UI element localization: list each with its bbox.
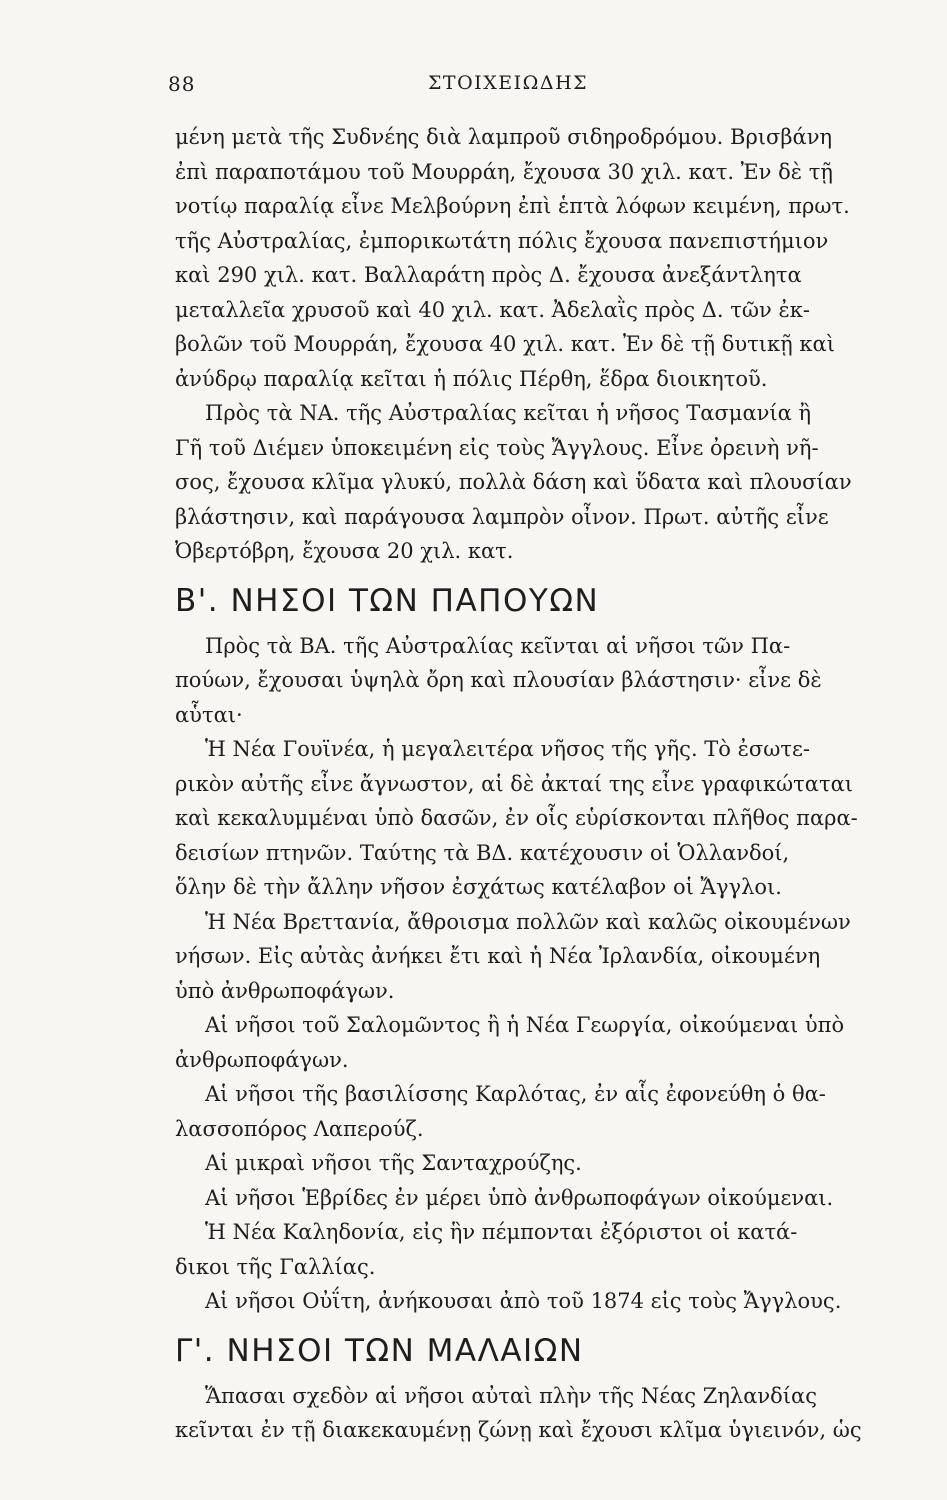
text-line: Ἅπασαι σχεδὸν αἱ νῆσοι αὐταὶ πλὴν τῆς Νέας Ζηλανδίας — [205, 1383, 817, 1408]
running-title: ΣΤΟΙΧΕΙΩΔΗΣ — [428, 72, 589, 94]
text-line: Ἡ Νέα Γουϊνέα, ἡ μεγαλειτέρα νῆσος τῆς γῆς. Τὸ ἐσωτε- — [205, 737, 810, 761]
text-line: ρικὸν αὐτῆς εἶνε ἄγνωστον, αἱ δὲ ἀκταί της εἶνε γραφικώταται — [175, 771, 853, 796]
section-heading-malays: Γ'. ΝΗΣΟΙ ΤΩΝ ΜΑΛΑΙΩΝ — [175, 1332, 584, 1369]
text-line: Γῆ τοῦ Διέμεν ὑποκειμένη εἰς τοὺς Ἄγγλους. Εἶνε ὀρεινὴ νῆ- — [175, 435, 819, 460]
text-line: Αἱ μικραὶ νῆσοι τῆς Σανταχρούζης. — [205, 1151, 582, 1175]
text-line: Αἱ νῆσοι Ἑβρίδες ἐν μέρει ὑπὸ ἀνθρωποφάγων οἰκούμεναι. — [205, 1185, 834, 1210]
text-line: βολῶν τοῦ Μουρράη, ἔχουσα 40 χιλ. κατ. Ἐν δὲ τῇ δυτικῇ καὶ — [175, 332, 835, 356]
page-number: 88 — [168, 72, 196, 96]
text-line: ὑπὸ ἀνθρωποφάγων. — [175, 978, 395, 1003]
text-line: κεῖνται ἐν τῇ διακεκαυμένῃ ζώνῃ καὶ ἔχουσι κλῖμα ὑγιεινόν, ὡς — [175, 1418, 862, 1442]
text-line: δικοι τῆς Γαλλίας. — [175, 1254, 376, 1279]
text-line: ἐπὶ παραποτάμου τοῦ Μουρράη, ἔχουσα 30 χιλ. κατ. Ἐν δὲ τῇ — [175, 159, 833, 184]
text-line: Ἡ Νέα Βρεττανία, ἄθροισμα πολλῶν καὶ καλῶς οἰκουμένων — [205, 909, 851, 934]
text-line: δεισίων πτηνῶν. Ταύτης τὰ ΒΔ. κατέχουσιν οἱ Ὁλλανδοί, — [175, 840, 790, 865]
text-line: αὗται· — [175, 702, 243, 727]
text-line: λασσοπόρος Λαπερούζ. — [175, 1116, 424, 1141]
text-line: Ὀβερτόβρη, ἔχουσα 20 χιλ. κατ. — [175, 539, 514, 563]
text-line: νοτίῳ παραλίᾳ εἶνε Μελβούρνη ἐπὶ ἑπτὰ λόφων κειμένη, πρωτ. — [175, 194, 850, 218]
text-line: καὶ 290 χιλ. κατ. Βαλλαράτη πρὸς Δ. ἔχουσα ἀνεξάντλητα — [175, 263, 802, 287]
text-line: ἀνύδρῳ παραλίᾳ κεῖται ἡ πόλις Πέρθη, ἕδρα διοικητοῦ. — [175, 366, 768, 391]
text-line: μένη μετὰ τῆς Συδνέης διὰ λαμπροῦ σιδηροδρόμου. Βρισβάνη — [175, 125, 833, 149]
text-line: Πρὸς τὰ ΝΑ. τῆς Αὐστραλίας κεῖται ἡ νῆσος Τασμανία ἢ — [205, 401, 812, 425]
body-text — [175, 120, 875, 1448]
text-line: τῆς Αὐστραλίας, ἐμπορικωτάτη πόλις ἔχουσα πανεπιστήμιον — [175, 228, 829, 253]
text-line: βλάστησιν, καὶ παράγουσα λαμπρὸν οἶνον. Πρωτ. αὐτῆς εἶνε — [175, 504, 829, 529]
text-line: μεταλλεῖα χρυσοῦ καὶ 40 χιλ. κατ. Ἀδελαῒς πρὸς Δ. τῶν ἐκ- — [175, 297, 810, 322]
text-line: πούων, ἔχουσαι ὑψηλὰ ὄρη καὶ πλουσίαν βλάστησιν· εἶνε δὲ — [175, 668, 822, 692]
text-line: ὅλην δὲ τὴν ἄλλην νῆσον ἐσχάτως κατέλαβον οἱ Ἄγγλοι. — [175, 875, 782, 899]
text-line: καὶ κεκαλυμμέναι ὑπὸ δασῶν, ἐν οἷς εὑρίσκονται πλῆθος παρα- — [175, 806, 858, 830]
section-heading-papuans: Β'. ΝΗΣΟΙ ΤΩΝ ΠΑΠΟΥΩΝ — [175, 582, 600, 619]
text-line: Πρὸς τὰ ΒΑ. τῆς Αὐστραλίας κεῖνται αἱ νῆσοι τῶν Πα- — [205, 633, 791, 658]
text-line: νήσων. Εἰς αὐτὰς ἀνήκει ἔτι καὶ ἡ Νέα Ἰρλανδία, οἰκουμένη — [175, 944, 821, 968]
text-line: Αἱ νῆσοι Οὐΐτη, ἀνήκουσαι ἀπὸ τοῦ 1874 εἰς τοὺς Ἄγγλους. — [205, 1289, 842, 1313]
text-line: Αἱ νῆσοι τῆς βασιλίσσης Καρλότας, ἐν αἷς ἐφονεύθη ὁ θα- — [205, 1082, 826, 1106]
text-line: ἀνθρωποφάγων. — [175, 1047, 349, 1072]
text-line: Ἡ Νέα Καληδονία, εἰς ἣν πέμπονται ἐξόριστοι οἱ κατά- — [205, 1220, 798, 1244]
text-line: σος, ἔχουσα κλῖμα γλυκύ, πολλὰ δάση καὶ ὕδατα καὶ πλουσίαν — [175, 470, 852, 494]
page-header — [168, 72, 868, 102]
text-line: Αἱ νῆσοι τοῦ Σαλομῶντος ἢ ἡ Νέα Γεωργία, οἰκούμεναι ὑπὸ — [205, 1013, 845, 1037]
